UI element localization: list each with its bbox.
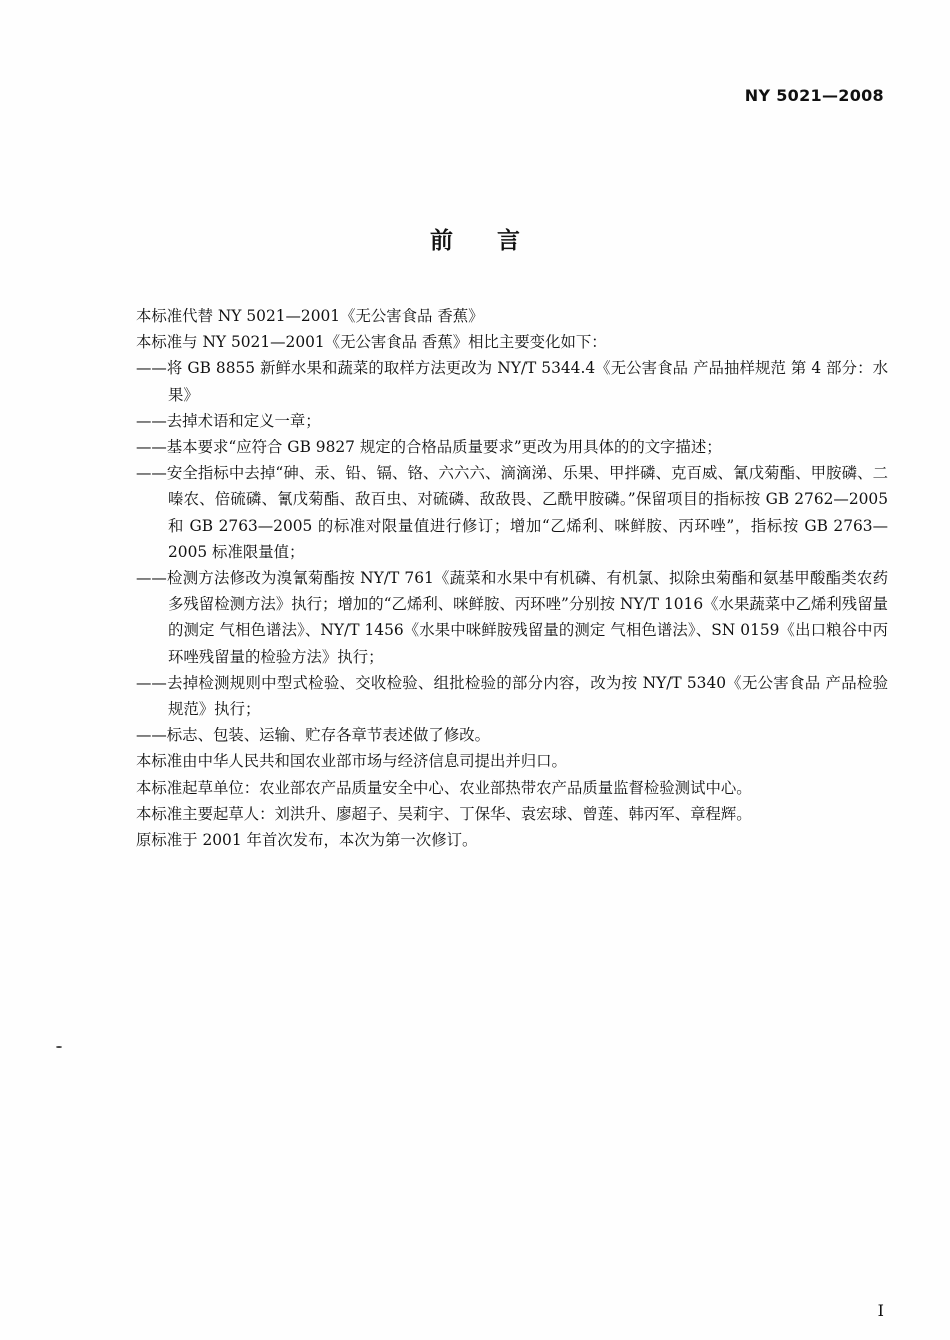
revision-history: 原标准于 2001 年首次发布，本次为第一次修订。 (136, 831, 478, 850)
change-item-inspection-rules: ——去掉检测规则中型式检验、交收检验、组批检验的部分内容，改为按 NY/T 5340《无公害食品 产品检验规范》执行； (136, 673, 888, 719)
changes-intro: 本标准与 NY 5021—2001《无公害食品 香蕉》相比主要变化如下： (136, 333, 607, 352)
change-item-test-methods: ——检测方法修改为溴氰菊酯按 NY/T 761《蔬菜和水果中有机磷、有机氯、拟除虫菊酯和氨基甲酸酯类农药多残留检测方法》执行；增加的“乙烯利、咪鲜胺、丙环唑”分别按 NY/T 1016《水果蔬菜中乙烯利残留量的测定 气相色谱法》、NY/T 1456《水果中咪鲜胺残留量的测定 气相色谱法》、SN 0159《出口粮谷中丙环唑残留量的检验方法》执行； (136, 569, 888, 666)
main-drafters: 本标准主要起草人：刘洪升、廖超子、吴莉宇、丁保华、袁宏球、曾莲、韩丙军、章程辉。 (136, 804, 752, 823)
page-number: I (877, 1301, 884, 1320)
change-item-terms: ——去掉术语和定义一章； (136, 411, 321, 430)
page-title: 前言 (430, 228, 564, 254)
proposed-by: 本标准由中华人民共和国农业部市场与经济信息司提出并归口。 (136, 752, 567, 771)
change-item-marking-packaging: ——标志、包装、运输、贮存各章节表述做了修改。 (136, 726, 490, 745)
change-item-basic-requirements: ——基本要求“应符合 GB 9827 规定的合格品质量要求”更改为用具体的的文字描述； (136, 438, 722, 457)
scan-speck (56, 1046, 62, 1048)
replacement-statement: 本标准代替 NY 5021—2001《无公害食品 香蕉》 (136, 307, 484, 325)
change-item-sampling: ——将 GB 8855 新鲜水果和蔬菜的取样方法更改为 NY/T 5344.4《无公害食品 产品抽样规范 第 4 部分：水果》 (136, 359, 888, 404)
standard-code: NY 5021—2008 (744, 86, 884, 105)
change-item-safety-indicators: ——安全指标中去掉“砷、汞、铅、镉、铬、六六六、滴滴涕、乐果、甲拌磷、克百威、氰戊菊酯、甲胺磷、二嗪农、倍硫磷、氰戊菊酯、敌百虫、对硫磷、敌敌畏、乙酰甲胺磷。”保留项目的指标按 GB 2762—2005 和 GB 2763—2005 的标准对限量值进行修订；增加“乙烯利、咪鲜胺、丙环唑”，指标按 GB 2763—2005 标准限量值； (136, 464, 888, 561)
drafting-units: 本标准起草单位：农业部农产品质量安全中心、农业部热带农产品质量监督检验测试中心。 (136, 778, 752, 797)
foreword-body (136, 303, 888, 853)
